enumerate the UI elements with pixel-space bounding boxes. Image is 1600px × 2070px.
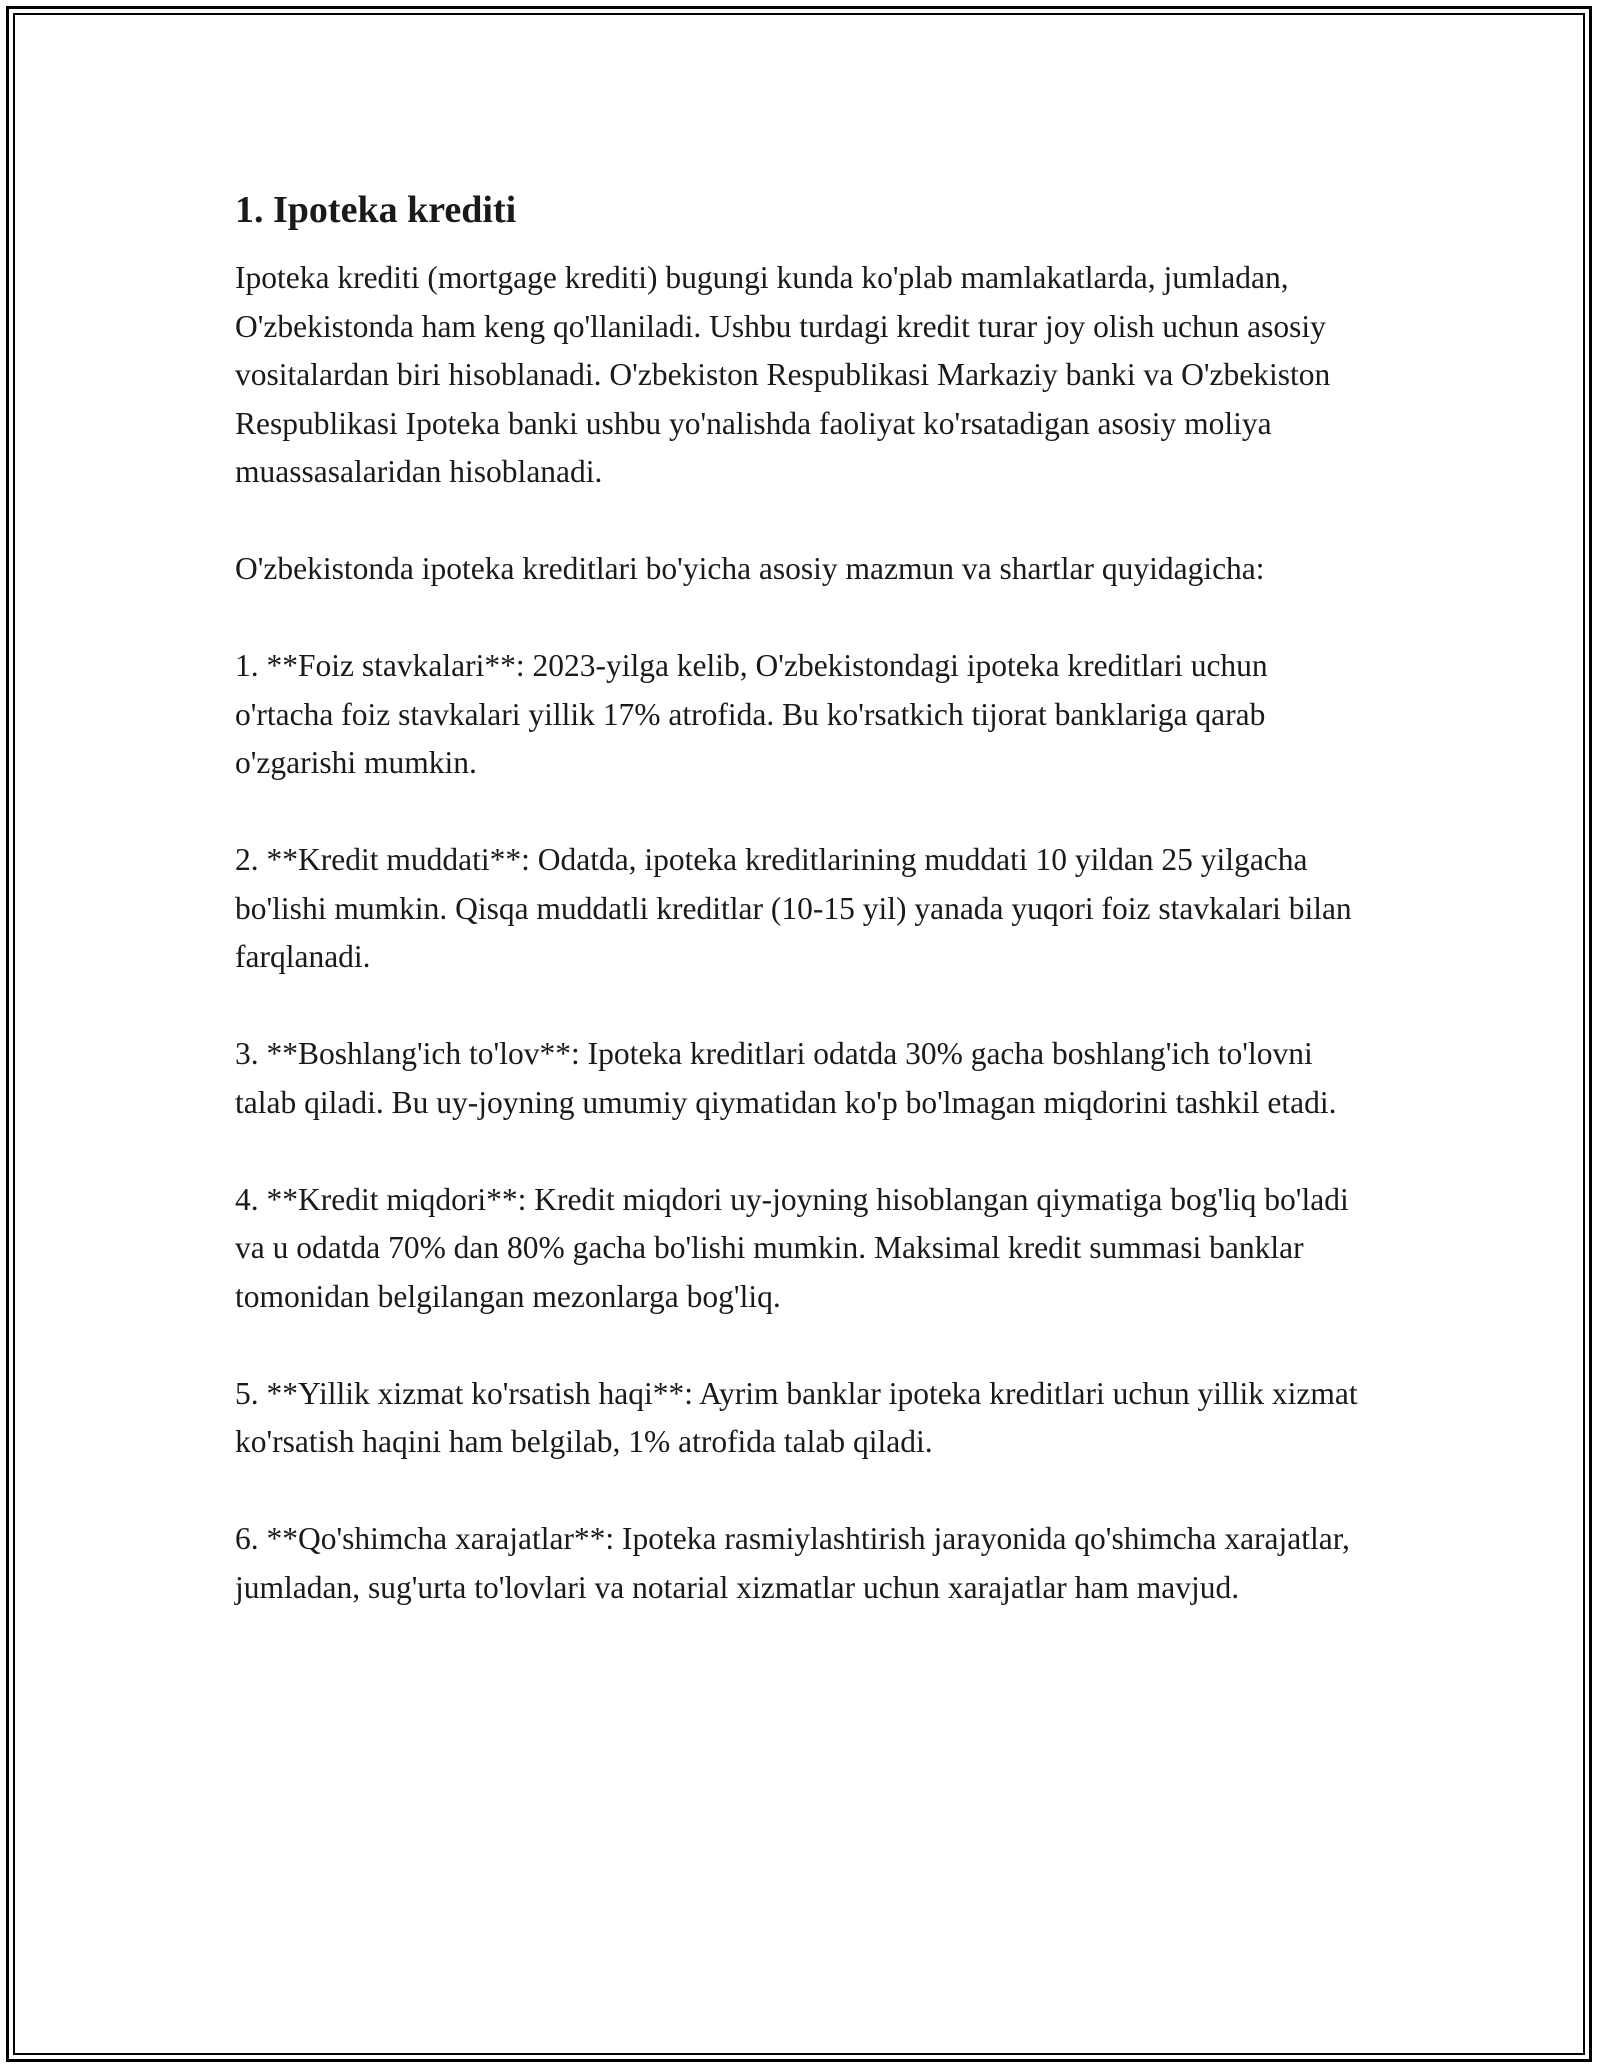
item-loan-amount: 4. **Kredit miqdori**: Kredit miqdori uy-joyning hisoblangan qiymatiga bog'liq bo'ladi va u odatda 70% dan 80% gacha bo'lishi mumkin. Maksimal kredit summasi banklar tomonidan belgilangan mezonlarga bog'liq. — [235, 1181, 1349, 1314]
item-down-payment: 3. **Boshlang'ich to'lov**: Ipoteka kreditlari odatda 30% gacha boshlang'ich to'lovni talab qiladi. Bu uy-joyning umumiy qiymatidan ko'p bo'lmagan miqdorini tashkil etadi. — [235, 1036, 1337, 1120]
intro-paragraph: Ipoteka krediti (mortgage krediti) bugungi kunda ko'plab mamlakatlarda, jumladan, O'zbekistonda ham keng qo'llaniladi. Ushbu turdagi kredit turar joy olish uchun asosiy vositalardan biri hisoblanadi. O'zbekiston Respublikasi Markaziy banki va O'zbekiston Respublikasi Ipoteka banki ushbu yo'nalishda faoliyat ko'rsatadigan asosiy moliya muassasalaridan hisoblanadi. — [235, 260, 1331, 489]
lead-in-paragraph: O'zbekistonda ipoteka kreditlari bo'yicha asosiy mazmun va shartlar quyidagicha: — [235, 551, 1265, 586]
item-loan-term: 2. **Kredit muddati**: Odatda, ipoteka kreditlarining muddati 10 yildan 25 yilgacha bo'lishi mumkin. Qisqa muddatli kreditlar (10-15 yil) yanada yuqori foiz stavkalari bilan farqlanadi. — [235, 842, 1352, 974]
section-heading: 1. Ipoteka krediti — [235, 189, 517, 231]
item-interest-rates: 1. **Foiz stavkalari**: 2023-yilga kelib, O'zbekistondagi ipoteka kreditlari uchun o'rtacha foiz stavkalari yillik 17% atrofida. Bu ko'rsatkich tijorat banklariga qarab o'zgarishi mumkin. — [235, 648, 1268, 780]
document-body — [235, 186, 1365, 1612]
item-additional-costs: 6. **Qo'shimcha xarajatlar**: Ipoteka rasmiylashtirish jarayonida qo'shimcha xarajatlar, jumladan, sug'urta to'lovlari va notarial xizmatlar uchun xarajatlar ham mavjud. — [235, 1521, 1350, 1605]
item-annual-service-fee: 5. **Yillik xizmat ko'rsatish haqi**: Ayrim banklar ipoteka kreditlari uchun yillik xizmat ko'rsatish haqini ham belgilab, 1% atrofida talab qiladi. — [235, 1375, 1358, 1459]
